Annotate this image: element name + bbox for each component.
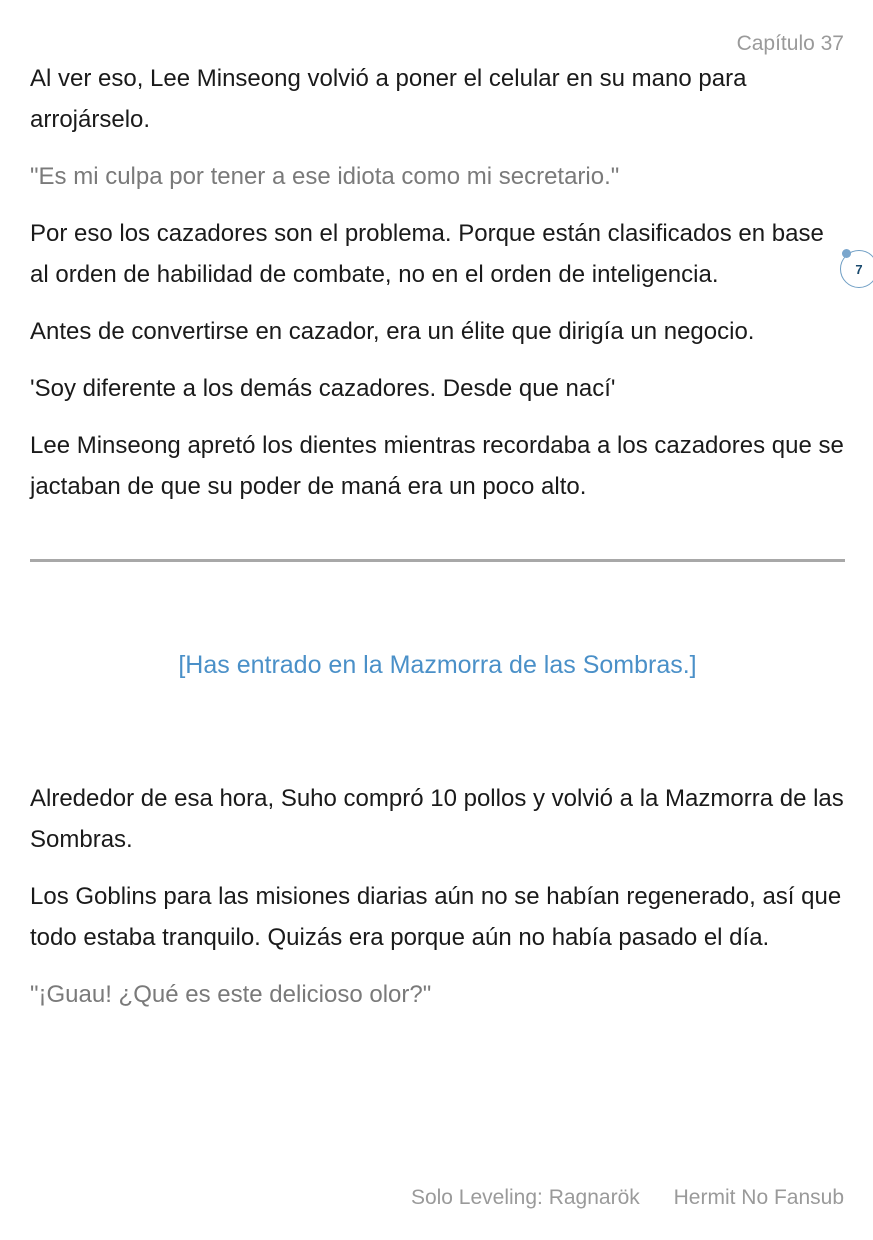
- dialog-paragraph: "Es mi culpa por tener a ese idiota como mi secretario.": [30, 163, 620, 190]
- paragraph: 'Soy diferente a los demás cazadores. Desde que nací': [30, 375, 616, 402]
- paragraph: Alrededor de esa hora, Suho compró 10 pollos y volvió a la Mazmorra de las Sombras.: [30, 785, 844, 853]
- paragraph: Al ver eso, Lee Minseong volvió a poner el celular en su mano para arrojárselo.: [30, 65, 747, 133]
- system-message: [Has entrado en la Mazmorra de las Sombras.]: [178, 651, 697, 679]
- dialog-paragraph: "¡Guau! ¿Qué es este delicioso olor?": [30, 981, 432, 1008]
- comment-count: 7: [855, 261, 863, 277]
- paragraph: Los Goblins para las misiones diarias aún no se habían regenerado, así que todo estaba tranquilo. Quizás era porque aún no había pasado el día.: [30, 883, 842, 951]
- paragraph: Antes de convertirse en cazador, era un élite que dirigía un negocio.: [30, 318, 755, 345]
- page-footer: [383, 1186, 844, 1210]
- reading-content: [30, 58, 845, 1031]
- novel-title: Solo Leveling: Ragnarök: [410, 1186, 640, 1209]
- section-divider: [30, 559, 845, 562]
- chapter-label: Capítulo 37: [736, 32, 844, 55]
- paragraph: Lee Minseong apretó los dientes mientras recordaba a los cazadores que se jactaban de que su poder de maná era un poco alto.: [30, 432, 844, 500]
- paragraph: Por eso los cazadores son el problema. Porque están clasificados en base al orden de habilidad de combate, no en el orden de inteligencia.: [30, 220, 824, 288]
- notification-dot-icon: [842, 249, 851, 258]
- translator-group: Hermit No Fansub: [673, 1186, 844, 1209]
